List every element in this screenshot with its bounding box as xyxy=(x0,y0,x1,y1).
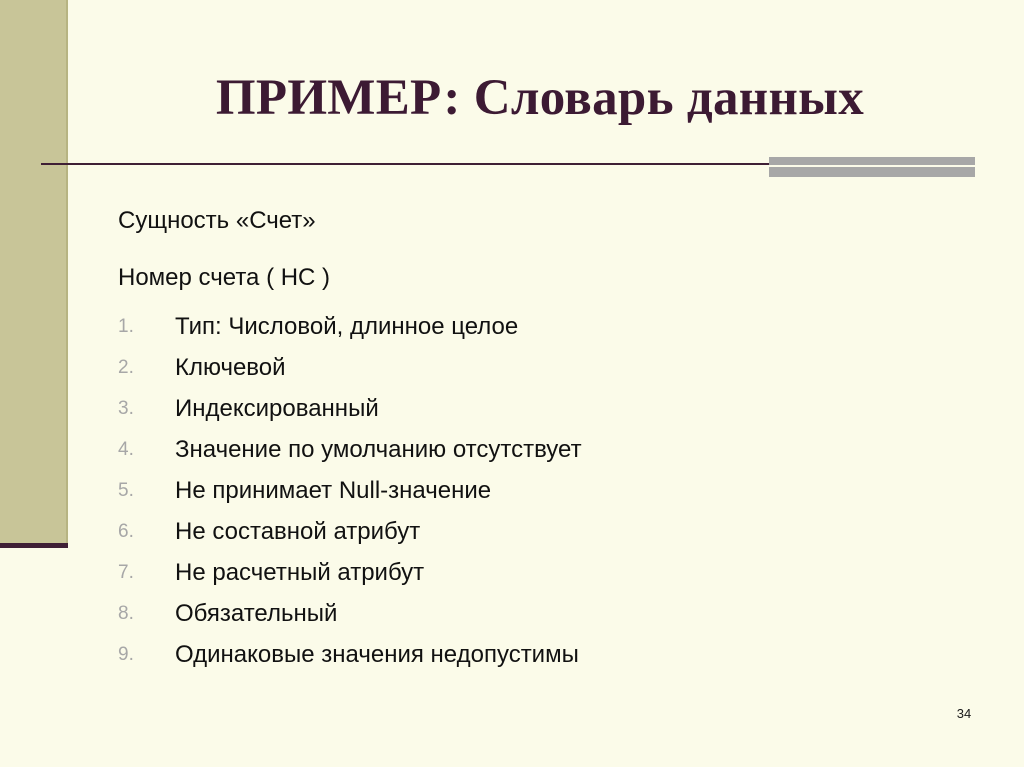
property-number: 8. xyxy=(118,602,134,624)
property-number: 7. xyxy=(118,561,134,583)
property-item xyxy=(118,307,582,348)
property-text: Индексированный xyxy=(175,395,379,423)
property-text: Тип: Числовой, длинное целое xyxy=(175,313,519,341)
property-item xyxy=(118,430,582,471)
left-band-divider xyxy=(0,543,68,548)
property-number: 9. xyxy=(118,643,134,665)
property-number: 4. xyxy=(118,439,134,461)
property-text: Значение по умолчанию отсутствует xyxy=(175,436,582,464)
property-item xyxy=(118,593,582,634)
property-text: Одинаковые значения недопустимы xyxy=(175,640,579,668)
property-item xyxy=(118,389,582,430)
property-text: Обязательный xyxy=(175,599,338,627)
property-number: 6. xyxy=(118,520,134,542)
page-number: 34 xyxy=(956,706,972,721)
property-number: 1. xyxy=(118,316,134,338)
property-item xyxy=(118,511,582,552)
property-number: 2. xyxy=(118,357,134,379)
property-text: Ключевой xyxy=(175,354,286,382)
properties-list xyxy=(118,307,582,675)
property-number: 3. xyxy=(118,398,134,420)
field-heading: Номер счета ( НС ) xyxy=(118,264,331,291)
property-text: Не принимает Null-значение xyxy=(175,477,492,504)
property-item xyxy=(118,348,582,389)
title-divider-gray-bottom xyxy=(769,167,975,177)
property-item xyxy=(118,552,582,593)
property-number: 5. xyxy=(118,480,134,501)
title-divider-gray-top xyxy=(769,157,975,165)
title-divider xyxy=(41,163,769,165)
property-item xyxy=(118,634,582,675)
entity-heading: Сущность «Счет» xyxy=(118,207,316,234)
property-text: Не составной атрибут xyxy=(175,517,421,545)
slide-title: ПРИМЕР: Словарь данных xyxy=(215,70,865,126)
property-item xyxy=(118,471,582,512)
property-text: Не расчетный атрибут xyxy=(175,558,425,586)
